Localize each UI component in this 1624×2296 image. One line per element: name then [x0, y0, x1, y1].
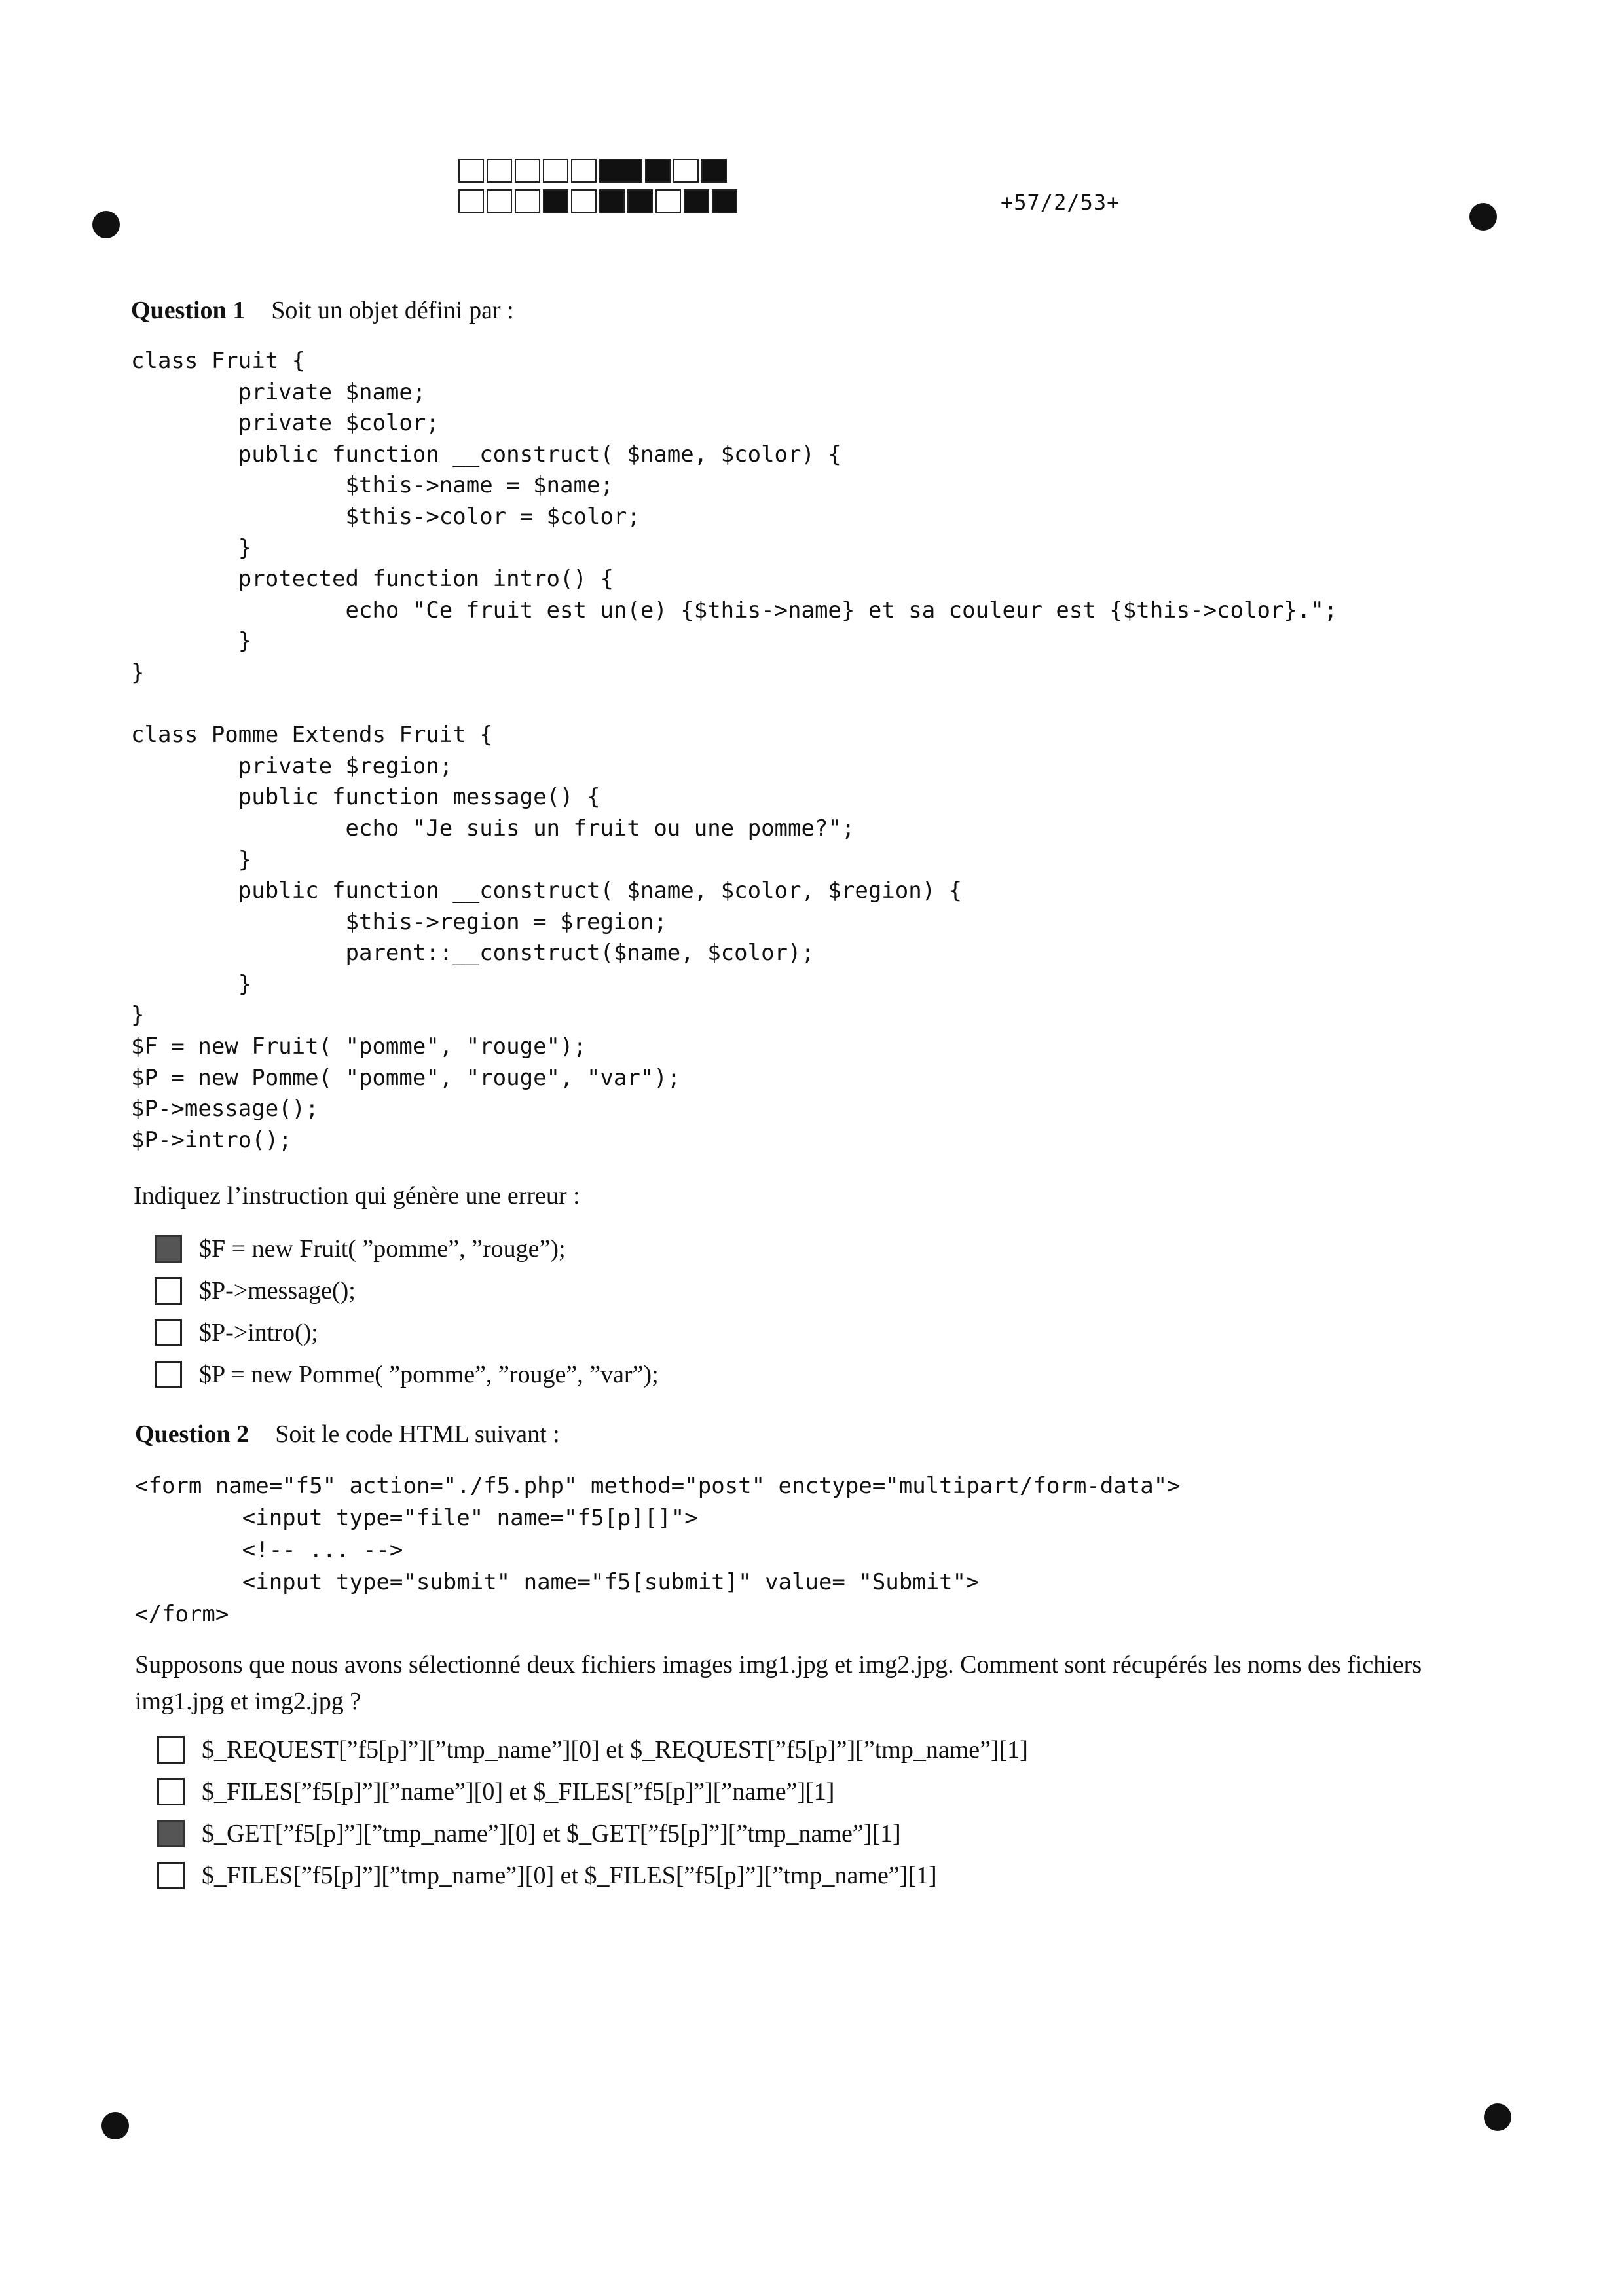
question-1-code: class Fruit { private $name; private $color; public function __construct( $name, $color) { $this->name = $name; $this->color = $color; } protected function intro() { echo "Ce fruit est un(e) {$this->name} et sa couleur est {$this->color}."; } } class Pomme Extends Fruit { private $region; public function message() { echo "Je suis un fruit ou une pomme?"; } public function __construct( $name, $color, $region) { $this->region = $region; parent::__construct($name, $color); } } $F = new Fruit( "pomme", "rouge"); $P = new Pomme( "pomme", "rouge", "var"); $P->message(); $P->intro(); — [131, 348, 1338, 1153]
barcode-cell — [701, 159, 727, 183]
answer-checkbox[interactable] — [155, 1277, 182, 1305]
question-1-options — [155, 1228, 659, 1396]
question-2-code: <form name="f5" action="./f5.php" method="post" enctype="multipart/form-data"> <input type="file" name="f5[p][]"> <!-- ... --> <input type="submit" name="f5[submit]" value= "Submit"> </form> — [135, 1473, 1181, 1627]
barcode-cell — [515, 159, 540, 183]
answer-option[interactable] — [157, 1771, 1028, 1813]
question-2-header — [135, 1420, 560, 1449]
answer-label: $P->intro(); — [199, 1319, 318, 1346]
barcode-cell — [543, 159, 568, 183]
barcode-cell — [599, 159, 642, 183]
question-2-label: Question 2 — [135, 1420, 249, 1448]
answer-checkbox[interactable] — [157, 1736, 185, 1764]
answer-label: $_REQUEST[”f5[p]”][”tmp_name”][0] et $_REQUEST[”f5[p]”][”tmp_name”][1] — [202, 1736, 1028, 1764]
question-2-intro: Soit le code HTML suivant : — [275, 1420, 560, 1448]
question-1-prompt: Indiquez l’instruction qui génère une erreur : — [134, 1182, 580, 1210]
registration-dot-top-left — [92, 211, 120, 238]
question-2-options — [157, 1729, 1028, 1897]
answer-option[interactable] — [157, 1813, 1028, 1855]
barcode-cell — [645, 159, 671, 183]
barcode-row — [458, 159, 740, 185]
answer-label: $_FILES[”f5[p]”][”name”][0] et $_FILES[”f5[p]”][”name”][1] — [202, 1778, 835, 1805]
barcode-cell — [515, 189, 540, 213]
question-1-intro: Soit un objet défini par : — [271, 297, 514, 324]
barcode-cell — [599, 189, 625, 213]
answer-option[interactable] — [155, 1312, 659, 1354]
barcode-cell — [627, 189, 653, 213]
answer-label: $P = new Pomme( ”pomme”, ”rouge”, ”var”); — [199, 1361, 659, 1388]
barcode-cell — [458, 159, 484, 183]
answer-checkbox[interactable] — [157, 1820, 185, 1847]
answer-checkbox[interactable] — [157, 1778, 185, 1805]
answer-checkbox[interactable] — [157, 1862, 185, 1889]
answer-option[interactable] — [157, 1855, 1028, 1897]
answer-label: $_FILES[”f5[p]”][”tmp_name”][0] et $_FILES[”f5[p]”][”tmp_name”][1] — [202, 1862, 937, 1889]
barcode-cell — [684, 189, 709, 213]
answer-checkbox[interactable] — [155, 1361, 182, 1388]
barcode-cell — [655, 189, 681, 213]
barcode-cell — [543, 189, 568, 213]
question-1-header — [131, 296, 514, 325]
answer-option[interactable] — [155, 1228, 659, 1270]
barcode-cell — [487, 189, 512, 213]
page-id: +57/2/53+ — [1001, 190, 1120, 215]
answer-checkbox[interactable] — [155, 1235, 182, 1263]
question-1-label: Question 1 — [131, 297, 246, 324]
answer-label: $P->message(); — [199, 1277, 356, 1305]
answer-option[interactable] — [155, 1270, 659, 1312]
answer-option[interactable] — [157, 1729, 1028, 1771]
answer-label: $_GET[”f5[p]”][”tmp_name”][0] et $_GET[”f5[p]”][”tmp_name”][1] — [202, 1820, 901, 1847]
barcode-cell — [571, 159, 597, 183]
barcode-cell — [673, 159, 699, 183]
answer-option[interactable] — [155, 1354, 659, 1396]
answer-checkbox[interactable] — [155, 1319, 182, 1346]
registration-dot-bottom-left — [101, 2112, 129, 2139]
barcode-cell — [712, 189, 737, 213]
answer-label: $F = new Fruit( ”pomme”, ”rouge”); — [199, 1235, 566, 1263]
registration-dot-top-right — [1469, 203, 1497, 231]
registration-dot-bottom-right — [1484, 2103, 1511, 2131]
barcode-cell — [458, 189, 484, 213]
barcode-row — [458, 189, 740, 215]
page-barcode — [458, 159, 740, 219]
barcode-cell — [487, 159, 512, 183]
question-2-prompt: Supposons que nous avons sélectionné deux fichiers images img1.jpg et img2.jpg. Comment sont récupérés les noms des fichiers img1.jpg et img2.jpg ? — [135, 1651, 1422, 1715]
barcode-cell — [571, 189, 597, 213]
